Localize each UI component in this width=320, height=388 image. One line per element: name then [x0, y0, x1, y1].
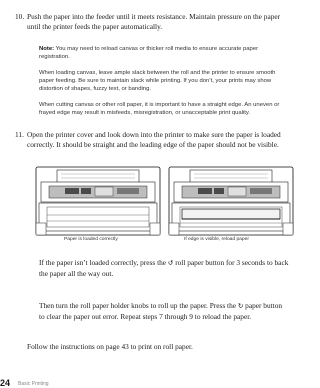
- step-11: [15, 130, 289, 149]
- reload-text-after: roll paper button for 3 seconds to back the paper all the way out.: [39, 258, 289, 278]
- page-number: 24: [0, 378, 11, 388]
- figure-caption-right: If edge is visible, reload paper: [184, 237, 249, 242]
- roll-up-text-after: paper button to clear the paper out error. Repeat steps 7 through 9 to reload the paper.: [39, 301, 283, 321]
- note-3: [39, 102, 285, 118]
- note-text-3: When cutting canvas or other roll paper, it is important to have a straight edge. An uneven or frayed edge may result in misfeeds, misregistration, or unacceptable print quality.: [39, 102, 280, 116]
- roll-up-text-before: Then turn the roll paper holder knobs to roll up the paper. Press the: [39, 301, 237, 310]
- reload-paragraph: [39, 258, 289, 278]
- note-text-2: When loading canvas, leave ample slack between the roll and the printer to ensure smooth paper feeding. Be sure to maintain slack while printing. If you don’t, your prints may show distortion of shapes, fuzzy text, or banding.: [39, 70, 276, 92]
- reload-text-before: If the paper isn’t loaded correctly, press the: [39, 258, 167, 267]
- footer-section-title: Basic Printing: [18, 381, 49, 387]
- paper-button-icon: ↻: [237, 302, 244, 310]
- figure-caption-left: Paper is loaded correctly: [64, 237, 118, 242]
- roll-up-paragraph: [39, 301, 289, 321]
- step-number: 10.: [15, 12, 25, 21]
- printer-correct-illustration: [36, 167, 160, 235]
- note-1: [39, 46, 285, 62]
- note-text-1: You may need to reload canvas or thicker roll media to ensure accurate paper registration.: [39, 46, 259, 60]
- note-label: Note:: [39, 46, 55, 52]
- step-text: Open the printer cover and look down into the printer to make sure the paper is loaded correctly. It should be straight and the leading edge of the paper should not be visible.: [27, 130, 281, 149]
- step-number: 11.: [15, 130, 24, 139]
- printer-illustration-figure: [35, 163, 295, 239]
- follow-instructions: Follow the instructions on page 43 to print on roll paper.: [27, 342, 193, 351]
- step-text: Push the paper into the feeder until it meets resistance. Maintain pressure on the paper until the printer feeds the paper automatically.: [27, 12, 281, 31]
- step-10: [15, 12, 289, 31]
- note-2: [39, 70, 285, 94]
- printer-edge-visible-illustration: [169, 167, 293, 235]
- paper-button-icon: ↺: [167, 259, 174, 267]
